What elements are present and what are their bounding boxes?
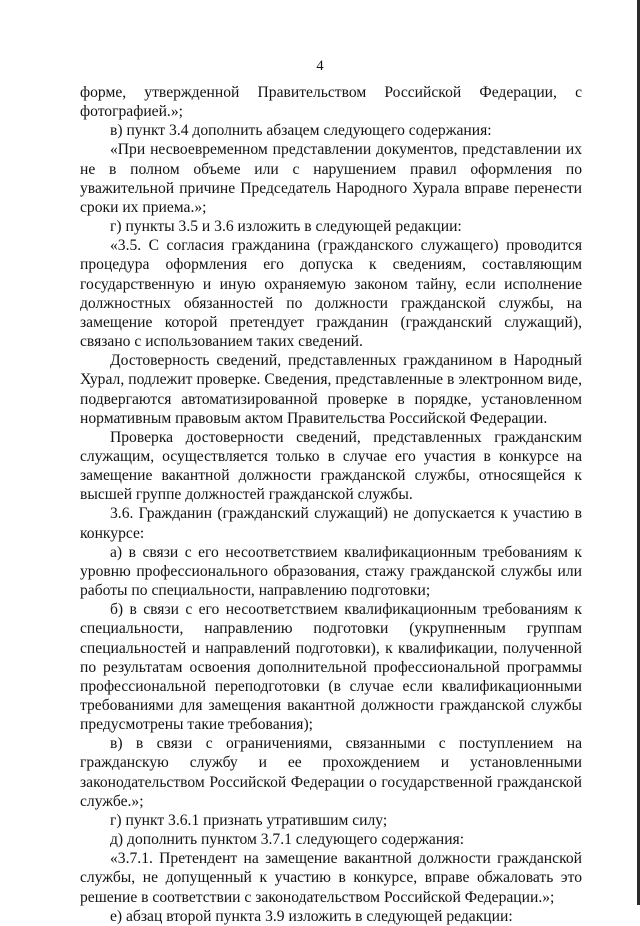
paragraph: «3.7.1. Претендент на замещение вакантной должности гражданской службы, не допущенный к участию в конкурсе, вправе обжаловать это решение в соответствии с законодательством Российской Федерации.»; <box>80 850 582 906</box>
paragraph: г) пункт 3.6.1 признать утратившим силу; <box>110 811 388 829</box>
paragraph: форме, утвержденной Правительством Российской Федерации, с фотографией.»; <box>80 84 582 121</box>
paragraph: г) пункты 3.5 и 3.6 изложить в следующей редакции: <box>110 218 462 236</box>
paragraph: в) пункт 3.4 дополнить абзацем следующего содержания: <box>110 122 492 140</box>
paragraph: е) абзац второй пункта 3.9 изложить в следующей редакции: <box>110 907 513 925</box>
paragraph: Проверка достоверности сведений, представленных гражданским служащим, осуществляется только в случае его участия в конкурсе на замещение вакантной должности гражданской службы, относящейся к высшей группе должностей гражданской службы. <box>80 428 582 504</box>
paragraph: «При несвоевременном представлении документов, представлении их не в полном объеме или с нарушением правил оформления по уважительной причине Председатель Народного Хурала вправе перенести сроки их приема.»; <box>80 141 582 216</box>
paragraph: д) дополнить пунктом 3.7.1 следующего содержания: <box>110 831 465 849</box>
paragraph: а) в связи с его несоответствием квалификационным требованиям к уровню профессионального образования, стажу гражданской службы или работы по специальности, направлению подготовки; <box>80 543 582 600</box>
paragraph: в) в связи с ограничениями, связанными с поступлением на гражданскую службу и ее прохождением и установленными законодательством Российской Федерации о государственной гражданской службе.»; <box>80 735 582 810</box>
document-body <box>80 83 582 926</box>
page-number: 4 <box>316 58 324 74</box>
paragraph: б) в связи с его несоответствием квалификационным требованиям к специальности, направлению подготовки (укрупненным группам специальностей и направлений подготовки), к квалификации, полученной по результатам освоения дополнительной профессиональной программы профессиональной переподготовки (в случае если квалификационными требованиями для замещения вакантной должности гражданской службы предусмотрены такие требования); <box>80 601 582 734</box>
paragraph: «3.5. С согласия гражданина (гражданского служащего) проводится процедура оформления его допуска к сведениям, составляющим государственную и иную охраняемую законом тайну, если исполнение должностных обязанностей по должности гражданской службы, на замещение которой претендует гражданин (гражданский служащий), связано с использованием таких сведений. <box>80 237 582 351</box>
paragraph: Достоверность сведений, представленных гражданином в Народный Хурал, подлежит проверке. Сведения, представленные в электронном виде, подвергаются автоматизированной проверке в порядке, установленном нормативным правовым актом Правительства Российской Федерации. <box>80 352 582 427</box>
paragraph: 3.6. Гражданин (гражданский служащий) не допускается к участию в конкурсе: <box>80 505 582 542</box>
